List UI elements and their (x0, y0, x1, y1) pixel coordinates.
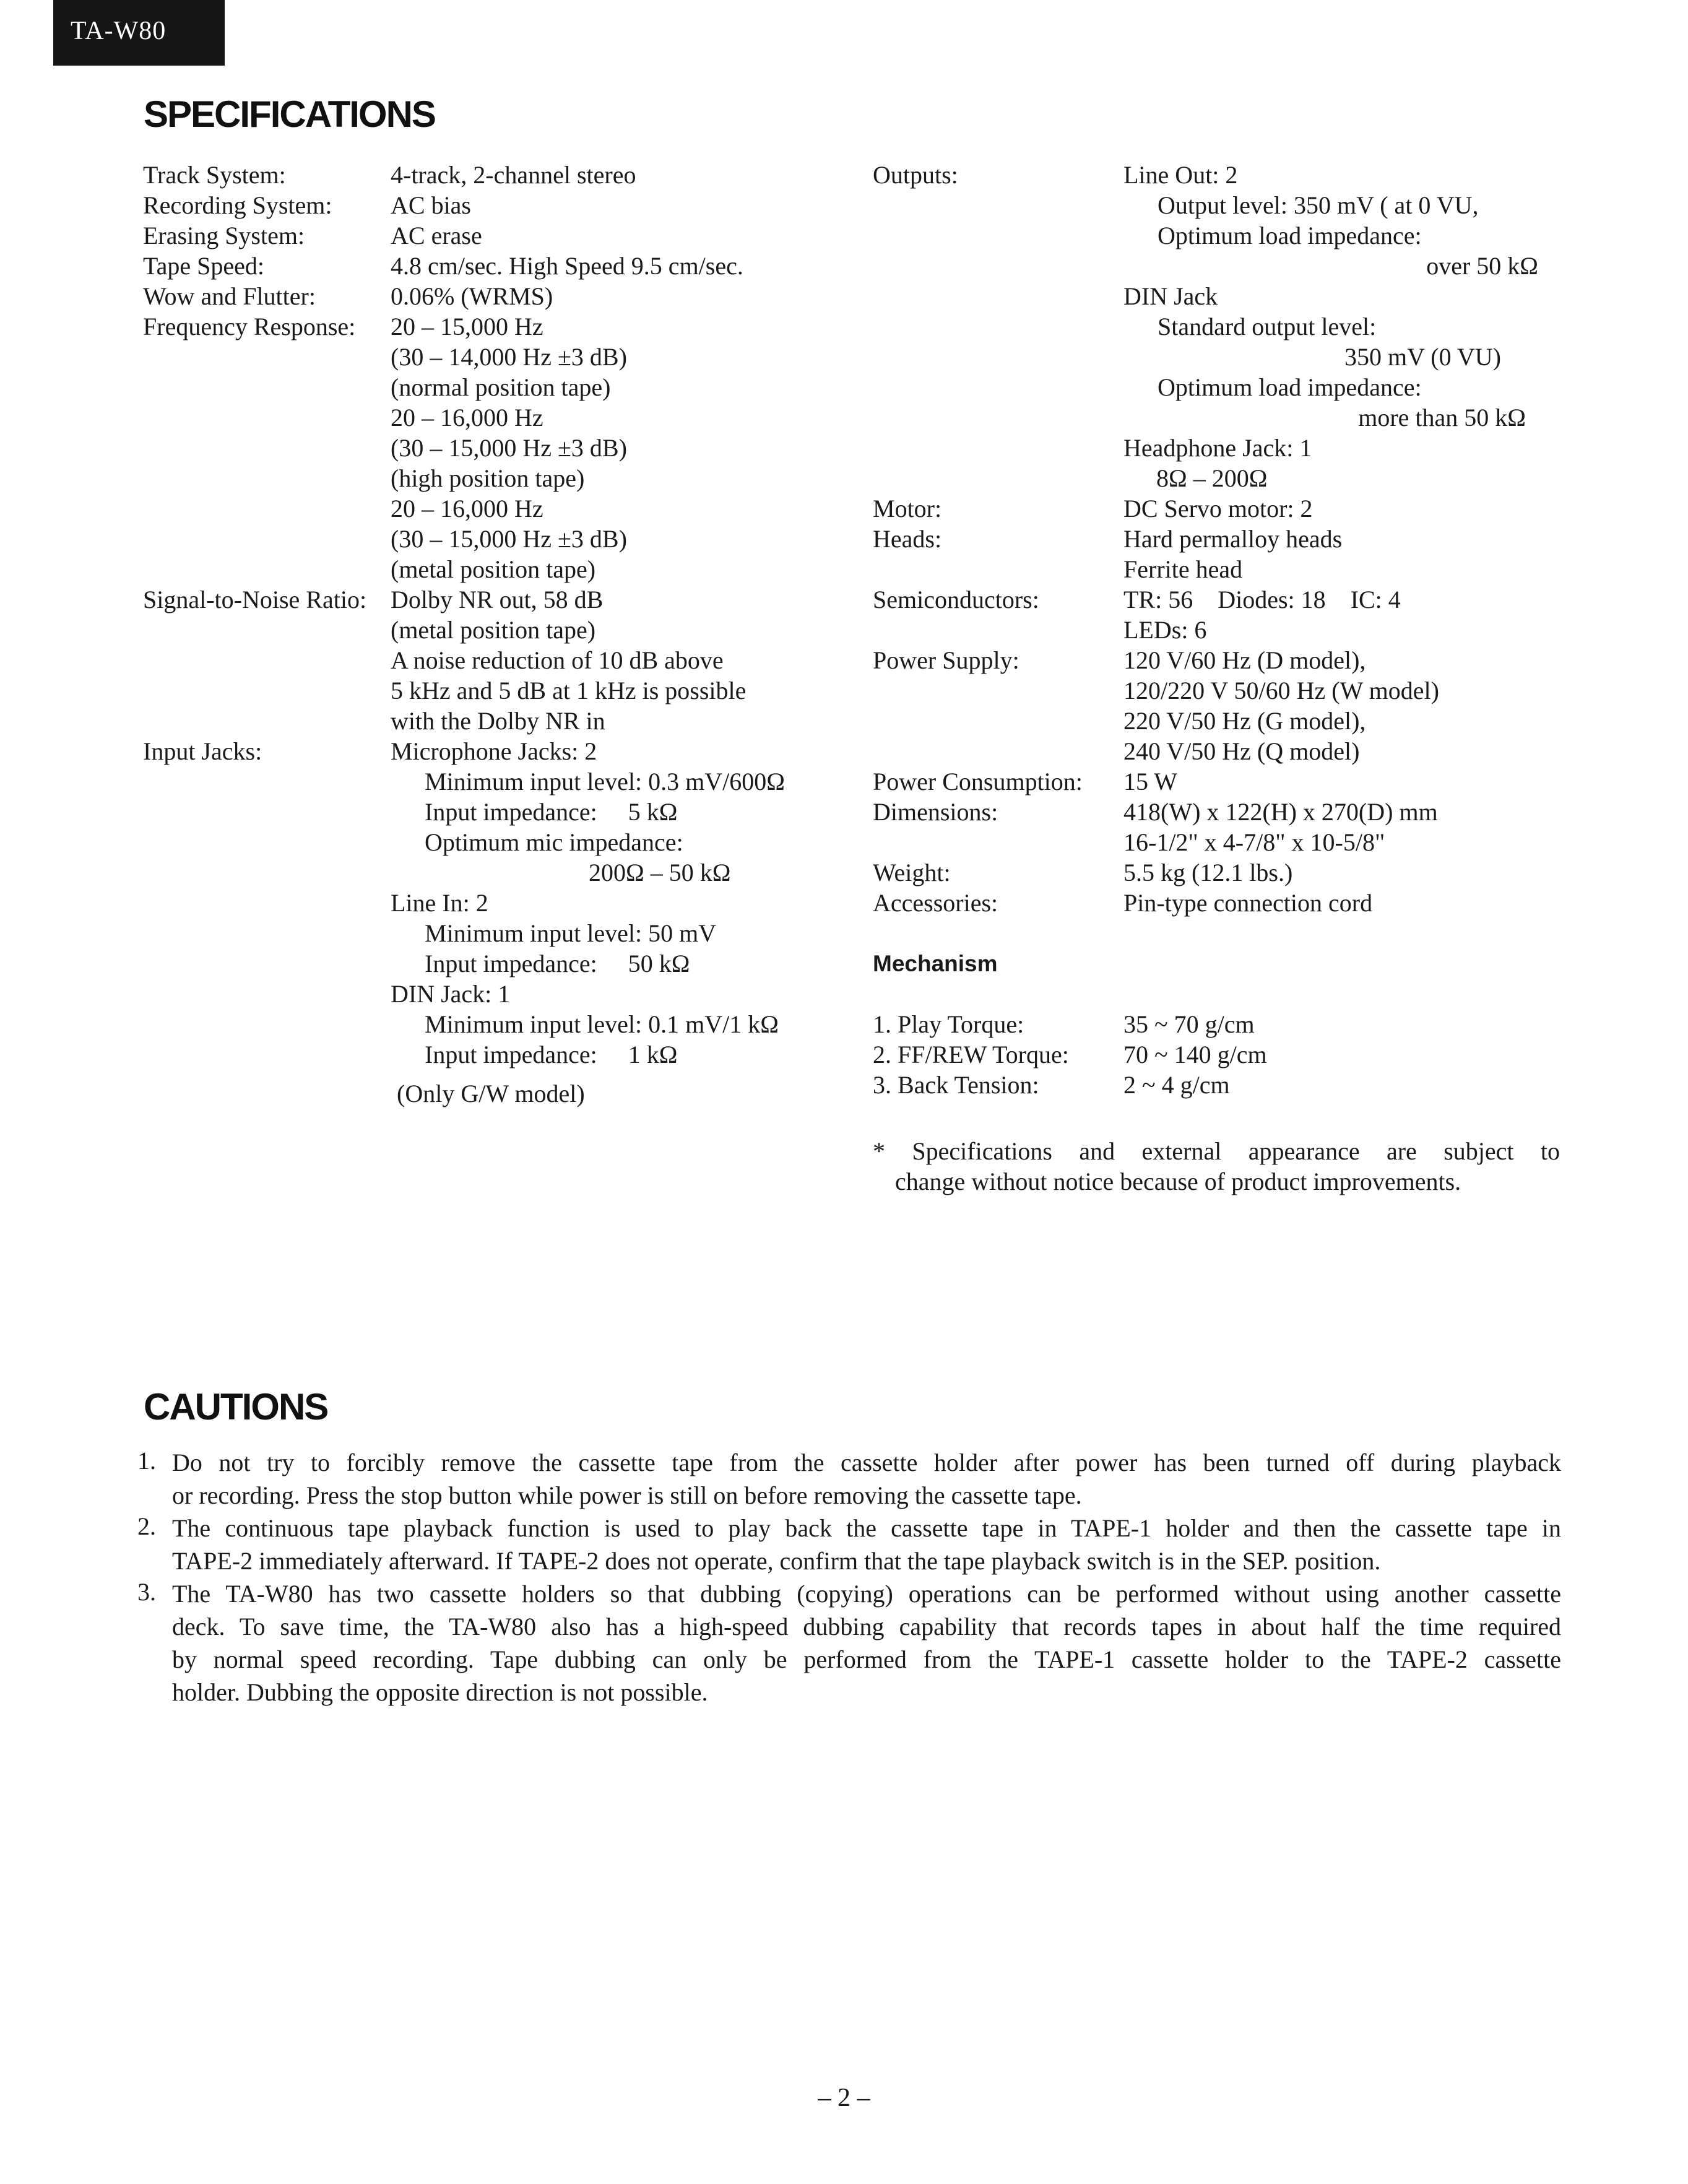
spec-label: Input Jacks: (143, 737, 262, 765)
spec-row (873, 554, 1566, 584)
spec-row (873, 463, 1566, 493)
caution-text-line: deck. To save time, the TA-W80 also has a high-speed dubbing capability that records tapes in about half the time required (172, 1613, 1561, 1640)
spec-value: 4.8 cm/sec. High Speed 9.5 cm/sec. (391, 252, 743, 280)
spec-row (873, 706, 1566, 736)
spec-row (873, 342, 1566, 372)
spec-row (873, 402, 1566, 433)
spec-value: 20 – 15,000 Hz (391, 313, 543, 340)
spec-value: Line Out: 2 (1123, 161, 1238, 189)
spec-label: Tape Speed: (143, 252, 265, 280)
spec-label: Wow and Flutter: (143, 282, 316, 310)
model-tag: TA-W80 (53, 0, 225, 66)
spec-value: Pin-type connection cord (1123, 889, 1373, 917)
specifications-title: SPECIFICATIONS (144, 93, 435, 135)
spec-label: Accessories: (873, 889, 998, 917)
caution-number: 1. (137, 1447, 156, 1475)
spec-value: (normal position tape) (391, 373, 611, 401)
spec-value: Optimum load impedance: (1158, 373, 1422, 401)
spec-value: AC erase (391, 222, 482, 249)
spec-value: Standard output level: (1158, 313, 1377, 340)
spec-value: 35 ~ 70 g/cm (1123, 1010, 1255, 1038)
spec-row (873, 1039, 1566, 1070)
spec-row (143, 372, 836, 402)
spec-row (143, 251, 836, 281)
spec-value: 220 V/50 Hz (G model), (1123, 707, 1366, 735)
spec-value: 200Ω – 50 kΩ (589, 859, 731, 886)
spec-value: (Only G/W model) (397, 1080, 585, 1107)
spec-value: AC bias (391, 191, 471, 219)
spec-row (873, 1070, 1566, 1100)
caution-number: 2. (137, 1512, 156, 1540)
spec-row (143, 948, 836, 979)
spec-value: (metal position tape) (391, 616, 596, 644)
spec-row (873, 797, 1566, 827)
spec-row (143, 1009, 836, 1039)
spec-row (143, 1039, 836, 1070)
spec-row (143, 342, 836, 372)
spec-label: Erasing System: (143, 222, 305, 249)
caution-text-line: holder. Dubbing the opposite direction is not possible. (172, 1678, 708, 1706)
spec-value: 70 ~ 140 g/cm (1123, 1041, 1267, 1068)
spec-value: Headphone Jack: 1 (1123, 434, 1312, 462)
cautions-list (137, 1446, 1561, 1709)
spec-row (873, 645, 1566, 675)
spec-row (143, 766, 836, 797)
spec-value: more than 50 kΩ (1358, 404, 1526, 431)
spec-row (873, 524, 1566, 554)
spec-value: Input impedance: 50 kΩ (425, 950, 690, 977)
caution-number: 3. (137, 1578, 156, 1606)
spec-value: Microphone Jacks: 2 (391, 737, 597, 765)
spec-row (143, 675, 836, 706)
spec-row (143, 160, 836, 190)
spec-disclaimer-line-2: change without notice because of product improvements. (895, 1168, 1461, 1195)
spec-value: (high position tape) (391, 464, 585, 492)
spec-row (143, 220, 836, 251)
spec-row (873, 615, 1566, 645)
spec-row (873, 888, 1566, 918)
spec-row (143, 1078, 836, 1109)
caution-item (137, 1512, 1561, 1577)
spec-value: LEDs: 6 (1123, 616, 1207, 644)
spec-row (873, 433, 1566, 463)
caution-text-line: Do not try to forcibly remove the cassette tape from the cassette holder after power has been turned off during playback (172, 1449, 1561, 1476)
spec-value: 350 mV (0 VU) (1344, 343, 1501, 371)
spec-value: 20 – 16,000 Hz (391, 495, 543, 522)
spec-label: Track System: (143, 161, 286, 189)
spec-value: Dolby NR out, 58 dB (391, 586, 604, 613)
spec-label: Signal-to-Noise Ratio: (143, 586, 367, 613)
spec-value: A noise reduction of 10 dB above (391, 646, 724, 674)
spec-row (143, 311, 836, 342)
spec-row (143, 433, 836, 463)
spec-row (143, 493, 836, 524)
spec-value: TR: 56 Diodes: 18 IC: 4 (1123, 586, 1401, 613)
spec-row (143, 524, 836, 554)
spec-value: 20 – 16,000 Hz (391, 404, 543, 431)
spec-label: Outputs: (873, 161, 958, 189)
spec-row (873, 857, 1566, 888)
spec-label: Frequency Response: (143, 313, 356, 340)
spec-value: Input impedance: 5 kΩ (425, 798, 678, 826)
spec-value: 5 kHz and 5 dB at 1 kHz is possible (391, 677, 747, 704)
spec-value: (30 – 14,000 Hz ±3 dB) (391, 343, 627, 371)
spec-label: Recording System: (143, 191, 332, 219)
spec-value: 120 V/60 Hz (D model), (1123, 646, 1366, 674)
spec-label: Dimensions: (873, 798, 998, 826)
spec-value: 4-track, 2-channel stereo (391, 161, 636, 189)
spec-value: Minimum input level: 50 mV (425, 919, 717, 947)
spec-row (143, 827, 836, 857)
spec-label: Semiconductors: (873, 586, 1039, 613)
spec-label: Power Consumption: (873, 768, 1083, 795)
spec-row (143, 402, 836, 433)
spec-row (143, 736, 836, 766)
spec-row (143, 281, 836, 311)
spec-label: Power Supply: (873, 646, 1019, 674)
spec-value: 418(W) x 122(H) x 270(D) mm (1123, 798, 1438, 826)
spec-value: Ferrite head (1123, 555, 1243, 583)
spec-row (143, 584, 836, 615)
spec-row (873, 979, 1566, 1009)
spec-value: 240 V/50 Hz (Q model) (1123, 737, 1360, 765)
spec-disclaimer-line-1: * Specifications and external appearance are subject to (873, 1137, 1560, 1165)
spec-label: Weight: (873, 859, 951, 886)
spec-value: 8Ω – 200Ω (1156, 464, 1268, 492)
spec-value: 15 W (1123, 768, 1178, 795)
spec-label: 3. Back Tension: (873, 1071, 1039, 1099)
mechanism-heading: Mechanism (873, 951, 998, 976)
caution-text-line: The TA-W80 has two cassette holders so that dubbing (copying) operations can be performed without using another cassette (172, 1580, 1561, 1608)
spec-row (143, 979, 836, 1009)
spec-left-column (143, 160, 836, 1109)
spec-row (873, 311, 1566, 342)
spec-value: Hard permalloy heads (1123, 525, 1343, 553)
spec-row (143, 615, 836, 645)
spec-row (873, 251, 1566, 281)
spec-row (873, 493, 1566, 524)
caution-item (137, 1577, 1561, 1709)
caution-item (137, 1446, 1561, 1512)
spec-row (873, 372, 1566, 402)
spec-value: (metal position tape) (391, 555, 596, 583)
spec-label: 1. Play Torque: (873, 1010, 1024, 1038)
spec-row (873, 766, 1566, 797)
spec-row (873, 584, 1566, 615)
spec-right-column (873, 160, 1566, 1100)
spec-value: with the Dolby NR in (391, 707, 605, 735)
spec-value: 16-1/2" x 4-7/8" x 10-5/8" (1123, 828, 1385, 856)
spec-value: (30 – 15,000 Hz ±3 dB) (391, 525, 627, 553)
spec-row (143, 706, 836, 736)
spec-value: Line In: 2 (391, 889, 488, 917)
spec-row (873, 281, 1566, 311)
spec-row (873, 160, 1566, 190)
spec-value: DIN Jack: 1 (391, 980, 511, 1008)
spec-row (143, 645, 836, 675)
spec-label: Motor: (873, 495, 942, 522)
spec-value: (30 – 15,000 Hz ±3 dB) (391, 434, 627, 462)
caution-text-line: The continuous tape playback function is used to play back the cassette tape in TAPE-1 holder and then the cassette tape in (172, 1514, 1561, 1542)
spec-row (143, 797, 836, 827)
spec-row (873, 827, 1566, 857)
caution-text-line: or recording. Press the stop button while power is still on before removing the cassette tape. (172, 1481, 1082, 1509)
cautions-title: CAUTIONS (144, 1386, 328, 1428)
spec-value: DC Servo motor: 2 (1123, 495, 1313, 522)
spec-row (143, 554, 836, 584)
spec-value: 120/220 V 50/60 Hz (W model) (1123, 677, 1439, 704)
spec-row (143, 888, 836, 918)
spec-value: Optimum load impedance: (1158, 222, 1422, 249)
spec-value: Input impedance: 1 kΩ (425, 1041, 678, 1068)
spec-value: 2 ~ 4 g/cm (1123, 1071, 1230, 1099)
spec-row (143, 918, 836, 948)
spec-value: over 50 kΩ (1426, 252, 1538, 280)
caution-text-line: TAPE-2 immediately afterward. If TAPE-2 does not operate, confirm that the tape playback switch is in the SEP. position. (172, 1547, 1381, 1575)
spec-value: 0.06% (WRMS) (391, 282, 553, 310)
spec-value: 5.5 kg (12.1 lbs.) (1123, 859, 1293, 886)
spec-label: Heads: (873, 525, 942, 553)
spec-row (873, 948, 1566, 979)
spec-value: Minimum input level: 0.3 mV/600Ω (425, 768, 785, 795)
spec-row (873, 1009, 1566, 1039)
spec-label: 2. FF/REW Torque: (873, 1041, 1069, 1068)
spec-row (143, 190, 836, 220)
spec-row (143, 857, 836, 888)
spec-row (873, 675, 1566, 706)
spec-value: DIN Jack (1123, 282, 1218, 310)
spec-row (143, 463, 836, 493)
spec-value: Optimum mic impedance: (425, 828, 683, 856)
spec-row (873, 220, 1566, 251)
spec-row (873, 190, 1566, 220)
page-number: – 2 – (818, 2084, 870, 2112)
spec-value: Output level: 350 mV ( at 0 VU, (1158, 191, 1479, 219)
spec-value: Minimum input level: 0.1 mV/1 kΩ (425, 1010, 779, 1038)
caution-text-line: by normal speed recording. Tape dubbing can only be performed from the TAPE-1 cassette holder to the TAPE-2 cassette (172, 1645, 1561, 1673)
spec-row (873, 736, 1566, 766)
spec-row (873, 918, 1566, 948)
